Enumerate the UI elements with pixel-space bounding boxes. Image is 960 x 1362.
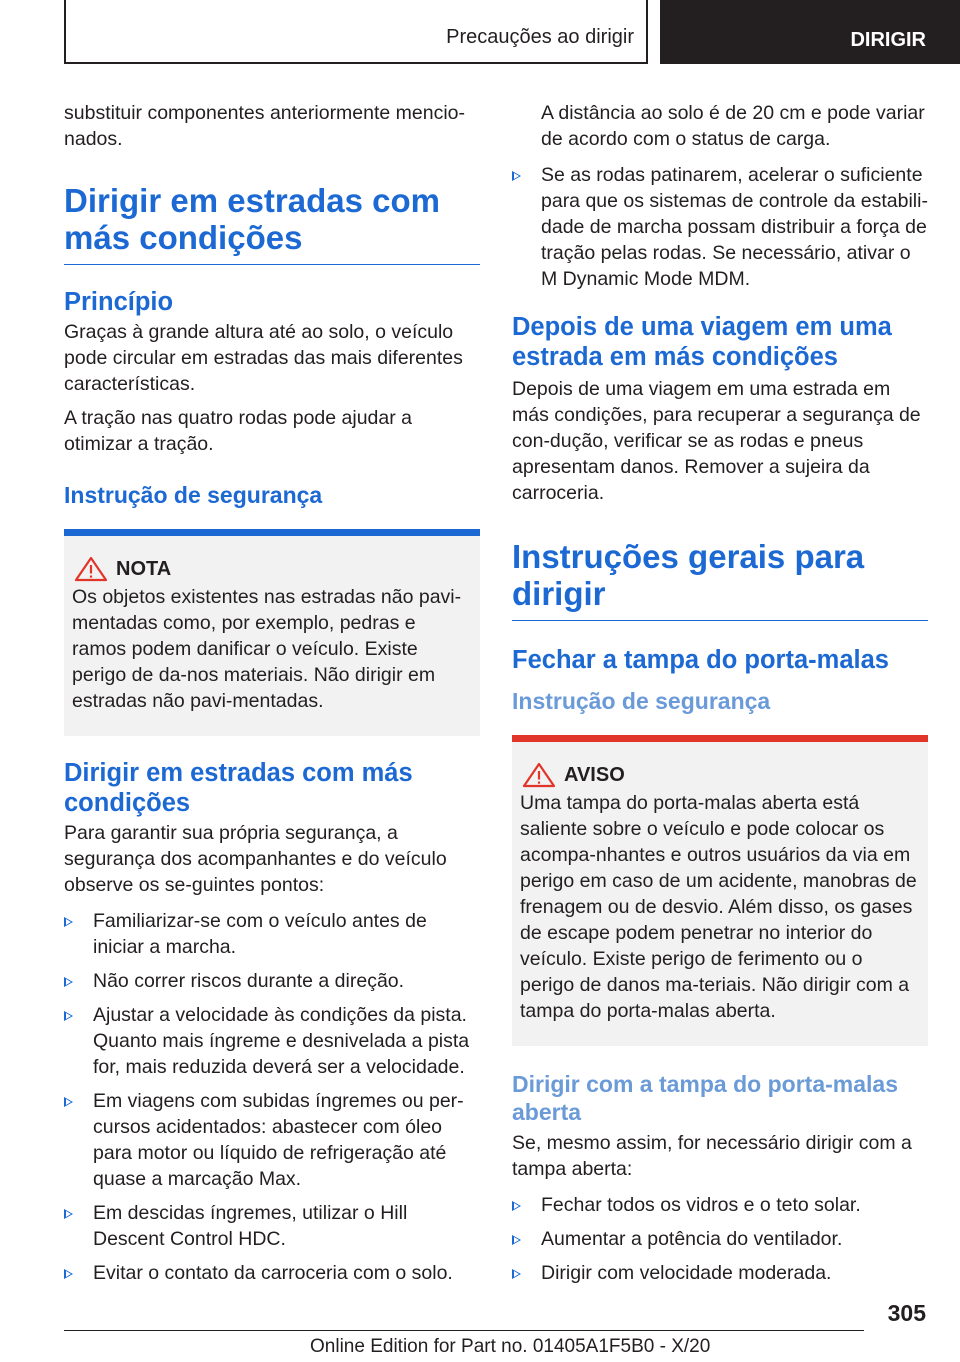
header-section-title: Precauções ao dirigir [446, 26, 634, 48]
header-section-box [64, 0, 648, 64]
note-title [72, 556, 472, 582]
footer-divider [64, 1330, 864, 1331]
bad-roads-list [64, 908, 480, 1286]
heading-close-trunk: Fechar a tampa do porta-malas [512, 646, 889, 674]
heading-after-trip: Depois de uma viagem em uma estrada em más condições [512, 313, 892, 371]
heading-bad-roads: Dirigir em estradas com más condições [64, 182, 480, 265]
warning-title [520, 762, 920, 788]
heading-open-trunk: Dirigir com a tampa do porta-malas aberta [512, 1071, 898, 1125]
list-item: Ajustar a velocidade às condições da pista. Quanto mais íngreme e desnivelada a pista for, mais reduzida deverá ser a velocidade. [64, 1002, 480, 1080]
principle-paragraph-2: A tração nas quatro rodas pode ajudar a otimizar a tração. [64, 407, 412, 455]
left-column [64, 100, 480, 1294]
warning-label: AVISO [564, 763, 625, 786]
page-number: 305 [887, 1300, 926, 1326]
open-trunk-paragraph: Se, mesmo assim, for necessário dirigir com a tampa aberta: [512, 1132, 912, 1180]
open-trunk-list [512, 1192, 928, 1286]
note-text: Os objetos existentes nas estradas não pavi-mentadas como, por exemplo, pedras e ramos podem danificar o veículo. Existe perigo de da-nos materiais. Não dirigir em estradas não pavi-mentadas. [72, 586, 462, 712]
warning-triangle-icon [522, 762, 556, 788]
list-item: Em viagens com subidas íngremes ou per-cursos acidentados: abastecer com óleo para motor ou líquido de refrigeração até quase a marcação Max. [64, 1088, 480, 1192]
bullet-triangle-icon [64, 1269, 73, 1279]
warning-box [512, 735, 928, 1046]
bullet-triangle-icon [64, 1209, 73, 1219]
bad-roads-paragraph: Para garantir sua própria segurança, a segurança dos acompanhantes e do veículo observe os se-guintes pontos: [64, 822, 447, 896]
bullet-triangle-icon [64, 917, 73, 927]
warning-text: Uma tampa do porta-malas aberta está saliente sobre o veículo e pode colocar os acompa-nhantes e outros usuários da via em perigo em caso de um acidente, manobras de frenagem ou de desvio. Além disso, os gases de escape podem penetrar no interior do veículo. Existe perigo de ferimento ou o perigo de danos ma-teriais. Não dirigir com a tampa do porta-malas aberta. [520, 792, 917, 1022]
intro-text: substituir componentes anteriormente mencio-nados. [64, 102, 466, 150]
bullet-triangle-icon [512, 171, 521, 181]
heading-general-instructions: Instruções gerais para dirigir [512, 538, 928, 621]
page-header [0, 0, 960, 66]
list-item: Em descidas íngremes, utilizar o Hill Descent Control HDC. [64, 1200, 480, 1252]
list-item: Fechar todos os vidros e o teto solar. [512, 1192, 928, 1218]
list-item: Não correr riscos durante a direção. [64, 968, 480, 994]
list-item: Aumentar a potência do ventilador. [512, 1226, 928, 1252]
list-item: Evitar o contato da carroceria com o solo. [64, 1260, 480, 1286]
continued-text: A distância ao solo é de 20 cm e pode variar de acordo com o status de carga. [541, 102, 925, 150]
bullet-triangle-icon [64, 1097, 73, 1107]
list-item: Se as rodas patinarem, acelerar o suficiente para que os sistemas de controle da estabili-dade de marcha possam distribuir a força de tração pelas rodas. Se necessário, ativar o M Dynamic Mode MDM. [512, 162, 928, 292]
header-chapter-tab: DIRIGIR [660, 0, 960, 64]
after-trip-paragraph: Depois de uma viagem em uma estrada em más condições, para recuperar a segurança de con-dução, verificar se as rodas e pneus apresentam danos. Remover a sujeira da carroceria. [512, 378, 921, 504]
footer-edition: Online Edition for Part no. 01405A1F5B0 - X/20 [310, 1336, 711, 1357]
heading-driving-bad-roads: Dirigir em estradas com más condições [64, 759, 413, 817]
list-item: Dirigir com velocidade moderada. [512, 1260, 928, 1286]
list-item: Familiarizar-se com o veículo antes de iniciar a marcha. [64, 908, 480, 960]
spin-list [512, 162, 928, 292]
bullet-triangle-icon [512, 1201, 521, 1211]
note-box [64, 529, 480, 736]
principle-paragraph-1: Graças à grande altura até ao solo, o veículo pode circular em estradas das mais diferentes características. [64, 321, 463, 395]
bullet-triangle-icon [512, 1235, 521, 1245]
heading-safety-instruction: Instrução de segurança [64, 482, 323, 508]
heading-trunk-safety: Instrução de segurança [512, 688, 771, 714]
warning-triangle-icon [74, 556, 108, 582]
right-column [512, 100, 928, 1294]
bullet-triangle-icon [64, 1011, 73, 1021]
heading-principle: Princípio [64, 288, 174, 316]
bullet-triangle-icon [512, 1269, 521, 1279]
bullet-triangle-icon [64, 977, 73, 987]
note-label: NOTA [116, 557, 172, 580]
